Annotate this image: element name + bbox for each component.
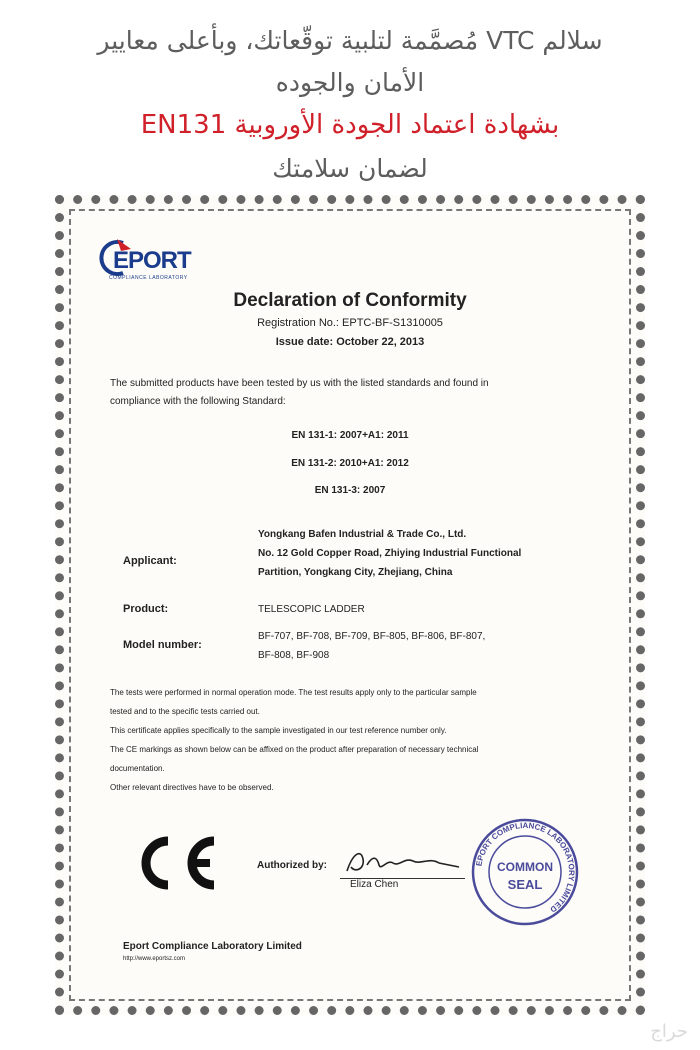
seal-common-text: COMMON <box>497 860 553 874</box>
intro-text <box>110 375 590 411</box>
lab-name: Eport Compliance Laboratory Limited <box>123 941 302 952</box>
seal-seal-text: SEAL <box>507 877 543 892</box>
seal-ring-text: EPORT COMPLIANCE LABORATORY LIMITED <box>474 820 577 915</box>
model-line-1: BF-707, BF-708, BF-709, BF-805, BF-806, BF-807, <box>258 631 486 642</box>
signature-icon <box>343 845 463 879</box>
headline-1: سلالم VTC مُصمَّمة لتلبية توقّعاتك، وبأعلى معايير <box>97 26 603 55</box>
applicant-label: Applicant: <box>123 555 177 567</box>
headline-3: بشهادة اعتماد الجودة الأوروبية EN131 <box>140 110 560 140</box>
logo-subtitle: COMPLIANCE LABORATORY <box>109 275 188 281</box>
lab-url: http://www.eportsz.com <box>123 956 186 962</box>
test-notes <box>110 683 600 797</box>
note-3: This certificate applies specifically to the sample investigated in our test reference number only. <box>110 726 447 735</box>
product-value: TELESCOPIC LADDER <box>258 604 365 615</box>
applicant-line-1: Yongkang Bafen Industrial & Trade Co., Ltd. <box>258 529 467 540</box>
model-value <box>258 627 485 665</box>
model-line-2: BF-808, BF-908 <box>258 650 330 661</box>
applicant-line-2: No. 12 Gold Copper Road, Zhiying Industrial Functional <box>258 548 522 559</box>
certificate-title: Declaration of Conformity <box>233 290 467 311</box>
note-2: tested and to the specific tests carried out. <box>110 707 260 716</box>
applicant-line-3: Partition, Yongkang City, Zhejiang, China <box>258 567 453 578</box>
ce-mark-icon <box>130 833 220 893</box>
authorized-name: Eliza Chen <box>350 879 399 890</box>
note-1: The tests were performed in normal operation mode. The test results apply only to the particular sample <box>110 688 477 697</box>
applicant-value <box>258 525 521 582</box>
issue-date: Issue date: October 22, 2013 <box>275 336 425 348</box>
eport-logo <box>95 235 195 283</box>
note-6: Other relevant directives have to be observed. <box>110 783 274 792</box>
intro-line-2: compliance with the following Standard: <box>110 396 286 407</box>
standard-1: EN 131-1: 2007+A1: 2011 <box>291 430 409 441</box>
note-5: documentation. <box>110 764 165 773</box>
registration-number: Registration No.: EPTC-BF-S1310005 <box>257 317 443 329</box>
headline-2: الأمان والجوده <box>275 68 425 97</box>
standard-2: EN 131-2: 2010+A1: 2012 <box>291 458 409 469</box>
product-label: Product: <box>123 603 169 615</box>
headline-4: لضمان سلامتك <box>272 154 428 183</box>
model-label: Model number: <box>123 639 202 651</box>
certificate <box>55 195 645 1015</box>
authorized-label: Authorized by: <box>257 860 327 871</box>
intro-line-1: The submitted products have been tested by us with the listed standards and found in <box>110 378 489 389</box>
standard-3: EN 131-3: 2007 <box>314 485 386 496</box>
logo-text: EPORT <box>113 247 191 274</box>
note-4: The CE markings as shown below can be affixed on the product after preparation of necessary technical <box>110 745 479 754</box>
watermark: حراج <box>650 1021 688 1042</box>
